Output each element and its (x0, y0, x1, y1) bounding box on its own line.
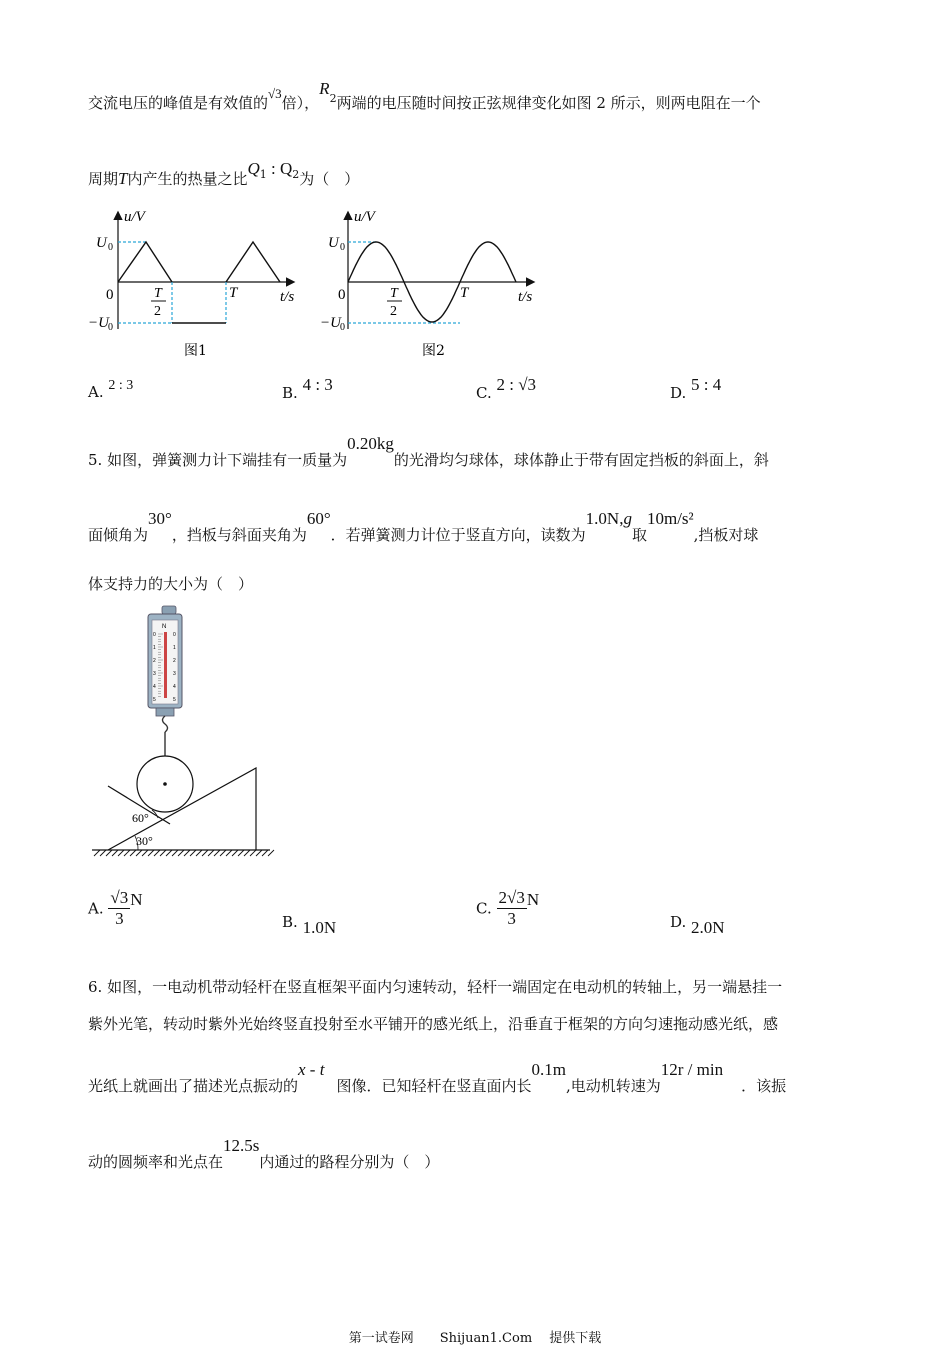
page-footer: 第一试卷网 Shijuan1.Com 提供下载 (348, 1331, 602, 1346)
option-letter: D. (670, 384, 687, 402)
scale-tick-label-right: 3 (173, 671, 176, 677)
scale-tick-label-left: 3 (153, 671, 156, 677)
q6-stem-line1: 6. 如图，一电动机带动轻杆在竖直框架平面内匀速转动，轻杆一端固定在电动机的转轴上，另一端悬挂一 (88, 978, 783, 996)
q5-text: 5. 如图，弹簧测力计下端挂有一质量为 (88, 451, 348, 469)
scale-tick-label-left: 0 (153, 632, 156, 638)
scale-tick-label-left: 2 (153, 658, 156, 664)
hatch-line (118, 850, 124, 856)
fraction-numerator: 2√3 (498, 888, 525, 907)
scale-tick-label-right: 5 (173, 697, 176, 703)
q5-option-c[interactable] (476, 888, 539, 929)
fig2-neg-u0-sub: 0 (340, 322, 345, 333)
fig1-ylabel: u/V (124, 209, 145, 225)
scale-hook (163, 716, 168, 732)
q5-text: ,挡板对球 (693, 526, 759, 544)
q5-text: ，挡板与斜面夹角为 (171, 526, 307, 544)
fig1-triangle-1 (118, 242, 172, 282)
fig2-u0-sub: 0 (340, 242, 345, 253)
option-letter: C. (476, 899, 492, 918)
q6-stem-line3 (88, 1060, 787, 1096)
q4-option-b[interactable] (282, 375, 333, 403)
fig2-half-period-den: 2 (390, 304, 397, 319)
hatch-line (166, 850, 172, 856)
hatch-line (172, 850, 178, 856)
hatch-line (136, 850, 142, 856)
scale-top-hook (162, 606, 176, 614)
figure-2-sine-wave (318, 205, 543, 365)
q5-text: 面倾角为 (88, 526, 149, 544)
q5-baffle-angle: 60° (306, 509, 331, 528)
q5-figure-spring-scale-incline (88, 604, 278, 860)
hatch-line (226, 850, 232, 856)
scale-tick-label-left: 4 (153, 684, 156, 690)
fig2-xlabel: t/s (518, 289, 533, 305)
q6-text: ．该振 (741, 1077, 787, 1095)
hatch-line (130, 850, 136, 856)
hatch-line (244, 850, 250, 856)
fig1-triangle-2 (226, 242, 280, 282)
q6-stem-line2: 紫外光笔，转动时紫外光始终竖直投射至水平铺开的感光纸上，沿垂直于框架的方向匀速拖动感光纸，感 (88, 1015, 779, 1033)
option-value: 2.0N (691, 918, 725, 937)
hatch-line (142, 850, 148, 856)
option-value: 1.0N (302, 918, 337, 937)
fig1-period: T (229, 285, 238, 301)
q4-text: 交流电压的峰值是有效值的 (88, 94, 269, 112)
option-letter: D. (670, 913, 687, 931)
fig2-half-period-num: T (390, 286, 398, 301)
fig2-origin: 0 (338, 287, 346, 303)
option-letter: C. (476, 384, 492, 402)
fig1-half-period-den: 2 (154, 304, 161, 319)
scale-indicator (164, 632, 167, 698)
fraction-numerator: √3 (110, 888, 129, 907)
hatch-line (262, 850, 268, 856)
fig2-period: T (460, 285, 469, 301)
option-letter: B. (282, 913, 298, 931)
hatch-line (154, 850, 160, 856)
fraction-denominator: 3 (115, 909, 124, 928)
angle-30-label: 30° (136, 834, 153, 848)
option-fraction (497, 888, 527, 929)
fig2-neg-u0: −U (320, 315, 341, 331)
fig1-caption: 图1 (184, 343, 207, 359)
q4-text: 倍）， (281, 94, 320, 112)
q5-text: 取 (631, 526, 647, 544)
fig1-u0-sub: 0 (108, 242, 113, 253)
q4-text: 周期 (88, 170, 119, 188)
hatch-line (112, 850, 118, 856)
hatch-line (196, 850, 202, 856)
q5-stem-line3: 体支持力的大小为（ ） (88, 575, 254, 593)
scale-unit-label: N (162, 624, 167, 630)
hatch-line (232, 850, 238, 856)
q4-stem-line2 (88, 159, 360, 189)
option-unit: N (526, 889, 540, 909)
fig1-origin: 0 (106, 287, 114, 303)
hatch-line (106, 850, 112, 856)
angle-60-label: 60° (132, 811, 149, 825)
fraction-denominator: 3 (507, 909, 516, 928)
hatch-line (160, 850, 166, 856)
scale-tick-label-right: 1 (173, 645, 176, 651)
option-unit: N (130, 889, 143, 909)
q5-reading: 1.0N, (585, 509, 624, 528)
q5-option-a[interactable] (88, 888, 143, 929)
scale-tick-label-right: 4 (173, 684, 176, 690)
period-symbol: T (118, 169, 128, 188)
fig1-xlabel: t/s (280, 289, 295, 305)
heat-ratio-sub1: 1 (259, 168, 267, 181)
q6-text: 图像．已知轻杆在竖直面内长 (336, 1077, 532, 1095)
hatch-line (214, 850, 220, 856)
fig2-ylabel: u/V (354, 209, 375, 225)
option-letter: A. (88, 899, 104, 918)
q5-mass: 0.20kg (347, 434, 394, 453)
q6-rod-length: 0.1m (531, 1060, 566, 1079)
q4-option-d[interactable] (670, 375, 722, 403)
hatch-line (124, 850, 130, 856)
fig1-half-period-num: T (154, 286, 162, 301)
q4-text: 两端的电压随时间按正弦规律变化如图 2 所示，则两电阻在一个 (336, 94, 761, 112)
q5-text: 的光滑均匀球体，球体静止于带有固定挡板的斜面上，斜 (393, 451, 769, 469)
hatch-line (256, 850, 262, 856)
r2-subscript: 2 (329, 92, 337, 105)
q5-option-d[interactable] (670, 912, 725, 937)
q6-time: 12.5s (223, 1136, 260, 1155)
q4-option-a[interactable] (88, 378, 134, 402)
scale-tick-label-right: 0 (173, 632, 176, 638)
scale-tick-label-left: 5 (153, 697, 156, 703)
q6-text: ,电动机转速为 (565, 1077, 661, 1095)
option-value: 2 : √3 (496, 375, 537, 394)
q6-text: 动的圆频率和光点在 (88, 1153, 224, 1171)
scale-tick-label-right: 2 (173, 658, 176, 664)
ball-center (163, 782, 167, 786)
sqrt3-factor: √3 (268, 86, 282, 101)
q5-g-value: 10m/s² (646, 509, 694, 528)
hatch-line (190, 850, 196, 856)
hatch-line (250, 850, 256, 856)
fig1-neg-u0-sub: 0 (108, 322, 113, 333)
hatch-line (148, 850, 154, 856)
q4-option-c[interactable] (476, 375, 537, 403)
fig1-neg-u0: −U (88, 315, 109, 331)
hatch-line (178, 850, 184, 856)
hatch-line (94, 850, 100, 856)
hatch-line (100, 850, 106, 856)
option-letter: B. (282, 384, 298, 402)
q6-text: 内通过的路程分别为（ ） (259, 1153, 440, 1171)
scale-tick-label-left: 1 (153, 645, 156, 651)
option-value: 2 : 3 (108, 378, 134, 393)
hatch-line (268, 850, 274, 856)
r2-symbol: R (319, 79, 330, 98)
q4-text: 为（ ） (299, 170, 360, 188)
ground-hatching (94, 850, 274, 856)
fig2-u0: U (328, 235, 339, 251)
q5-stem-line2 (88, 509, 759, 545)
q5-text: ．若弹簧测力计位于竖直方向，读数为 (330, 526, 586, 544)
q5-option-b[interactable] (282, 912, 337, 937)
heat-ratio-q2: : Q (266, 159, 293, 178)
fig1-u0: U (96, 235, 107, 251)
option-fraction (108, 888, 130, 929)
q4-text: 内产生的热量之比 (127, 170, 248, 188)
heat-ratio-q1: Q (247, 159, 260, 178)
fig2-caption: 图2 (422, 343, 445, 359)
hatch-line (208, 850, 214, 856)
heat-ratio-sub2: 2 (292, 168, 300, 181)
hatch-line (184, 850, 190, 856)
q5-stem-line1 (88, 434, 769, 470)
option-letter: A. (88, 383, 104, 401)
option-value: 5 : 4 (691, 375, 722, 394)
hatch-line (220, 850, 226, 856)
q4-stem-line1 (88, 79, 761, 113)
hatch-line (202, 850, 208, 856)
q5-g-symbol: g (623, 509, 632, 528)
q6-stem-line4 (88, 1136, 440, 1172)
q6-xt-graph: x - t (298, 1060, 325, 1079)
q5-incline-angle: 30° (148, 509, 172, 528)
hatch-line (238, 850, 244, 856)
option-value: 4 : 3 (302, 375, 333, 394)
figure-1-triangle-wave (88, 205, 303, 365)
q6-text: 光纸上就画出了描述光点振动的 (88, 1077, 299, 1095)
q6-motor-speed: 12r / min (660, 1060, 724, 1079)
